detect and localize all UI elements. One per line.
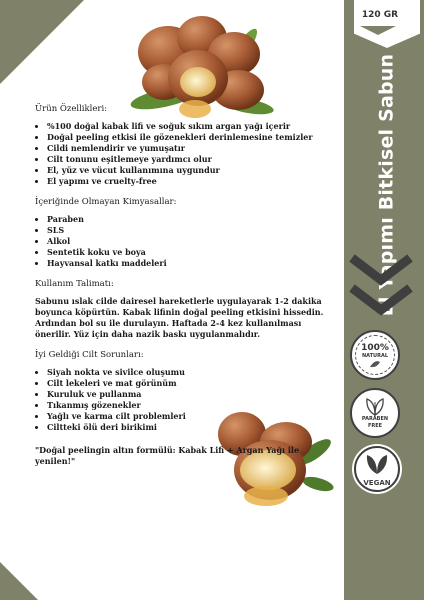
list-item: • Kuruluk ve pullanma: [47, 389, 325, 400]
weight-label: 120 GR: [361, 10, 399, 20]
weight-arrow-icon: [360, 26, 396, 35]
corner-decoration-bottom: [0, 562, 38, 600]
problems-title: İyi Geldiği Cilt Sorunları:: [35, 350, 144, 360]
list-item: • Doğal peeling etkisi ile gözenekleri derinlemesine temizler: [47, 132, 325, 143]
features-list: [35, 121, 325, 187]
leaf-icon: [352, 444, 402, 494]
natural-badge-label: NATURAL: [361, 352, 389, 359]
list-item: • Alkol: [47, 236, 325, 247]
list-item: • Sentetik koku ve boya: [47, 247, 325, 258]
corner-decoration-top: [0, 0, 84, 84]
list-item: • Tıkanmış gözenekler: [47, 400, 325, 411]
list-item: • Ciltteki ölü deri birikimi: [47, 422, 325, 433]
usage-title: Kullanım Talimatı:: [35, 279, 114, 289]
natural-badge: [350, 330, 400, 380]
product-description: [35, 104, 325, 467]
list-item: • El yapımı ve cruelty-free: [47, 176, 325, 187]
list-item: • Hayvansal katkı maddeleri: [47, 258, 325, 269]
list-item: • Paraben: [47, 214, 325, 225]
chemicals-title: İçeriğinde Olmayan Kimyasallar:: [35, 197, 177, 207]
paraben-badge-line1: PARABEN: [361, 416, 389, 422]
list-item: • SLS: [47, 225, 325, 236]
list-item: • Cilt lekeleri ve mat görünüm: [47, 378, 325, 389]
list-item: • %100 doğal kabak lifi ve soğuk sıkım argan yağı içerir: [47, 121, 325, 132]
chevron-down-icon: [344, 250, 418, 322]
problems-list: [35, 367, 325, 433]
list-item: • El, yüz ve vücut kullanımına uygundur: [47, 165, 325, 176]
natural-badge-percent: 100%: [361, 342, 389, 353]
list-item: • Cildi nemlendirir ve yumuşatır: [47, 143, 325, 154]
list-item: • Siyah nokta ve sivilce oluşumu: [47, 367, 325, 378]
product-title-text: El Yapımı Bitkisel Sabun: [375, 53, 397, 317]
closing-quote: "Doğal peelingin altın formülü: Kabak Lifi + Argan Yağı ile yenilen!": [35, 445, 300, 466]
features-title: Ürün Özellikleri:: [35, 104, 108, 114]
chemicals-list: [35, 214, 325, 269]
list-item: • Cilt tonunu eşitlemeye yardımcı olur: [47, 154, 325, 165]
usage-text: Sabunu ıslak cilde dairesel hareketlerle uygulayarak 1-2 dakika boyunca köpürtün. Kabak lifinin doğal peeling etkisini hissedin. Ardından bol su ile durulayın. Haftada 2-4 kez kullanılması önerilir. Yüz için daha nazik baskı uygulanmalıdır.: [35, 296, 324, 339]
weight-flag: [354, 0, 420, 48]
vegan-badge-label: VEGAN: [363, 479, 391, 487]
paraben-badge-line2: FREE: [367, 423, 383, 429]
leaf-icon: [362, 396, 388, 416]
vegan-badge: [352, 444, 402, 494]
paraben-free-badge: [350, 388, 400, 438]
list-item: • Yağlı ve karma cilt problemleri: [47, 411, 325, 422]
